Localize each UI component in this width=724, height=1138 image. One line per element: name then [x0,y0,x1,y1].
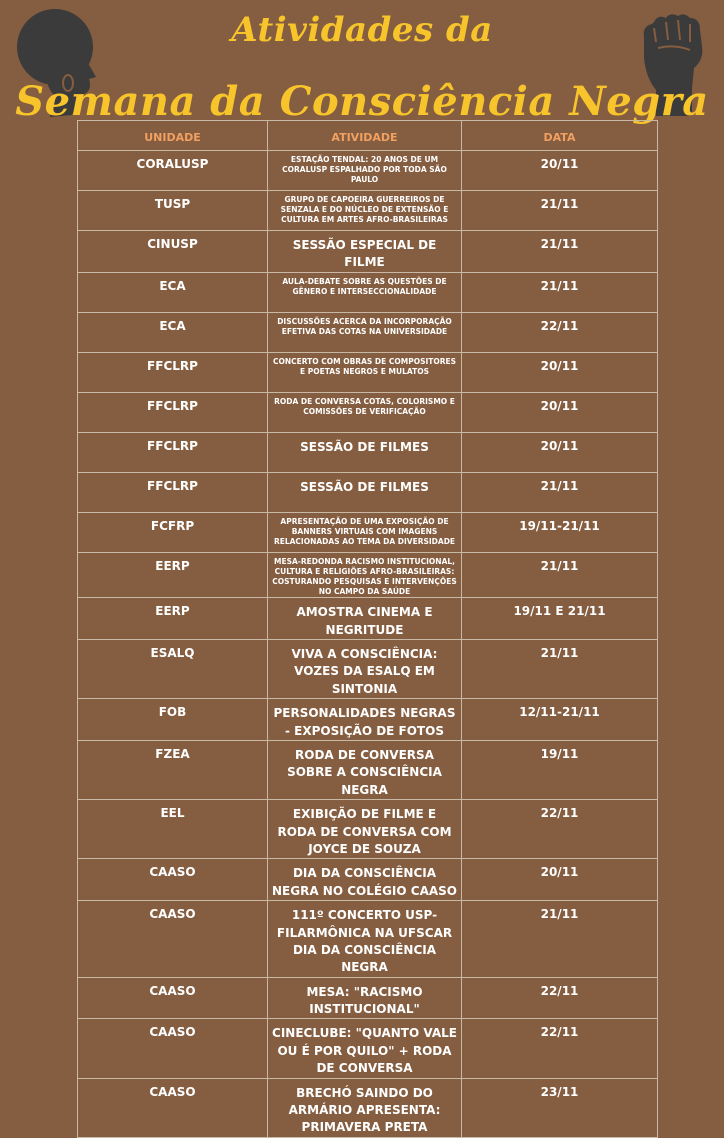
cell-data: 20/11 [462,151,658,191]
cell-atividade: SESSÃO DE FILMES [268,432,462,472]
cell-data: 21/11 [462,640,658,699]
cell-atividade: SESSÃO DE FILMES [268,472,462,512]
header-atividade: ATIVIDADE [268,121,462,151]
cell-data: 20/11 [462,352,658,392]
table-row [78,151,658,191]
cell-data: 21/11 [462,272,658,312]
cell-atividade: ESTAÇÃO TENDAL: 20 ANOS DE UM CORALUSP ESPALHADO POR TODA SÃO PAULO [268,151,462,191]
table-row [78,901,658,978]
cell-unidade: FFCLRP [78,472,268,512]
cell-unidade: ECA [78,272,268,312]
header-data: DATA [462,121,658,151]
cell-unidade: FFCLRP [78,352,268,392]
cell-atividade: RODA DE CONVERSA SOBRE A CONSCIÊNCIA NEGRA [268,741,462,800]
table-row [78,352,658,392]
activities-table [77,120,658,1138]
cell-atividade: GRUPO DE CAPOEIRA GUERREIROS DE SENZALA E DO NÚCLEO DE EXTENSÃO E CULTURA EM ARTES AFRO-BRASILEIRAS [268,191,462,231]
cell-atividade: CONCERTO COM OBRAS DE COMPOSITORES E POETAS NEGROS E MULATOS [268,352,462,392]
table-row [78,432,658,472]
table-row [78,640,658,699]
title-line-2: Semana da Consciência Negra [15,78,709,125]
cell-atividade: MESA-REDONDA RACISMO INSTITUCIONAL, CULTURA E RELIGIÕES AFRO-BRASILEIRAS: COSTURANDO PESQUISAS E INTERVENÇÕES NO CAMPO DA SAÚDE [268,552,462,598]
cell-unidade: TUSP [78,191,268,231]
cell-data: 22/11 [462,312,658,352]
title-line-1: Atividades da [231,10,493,50]
cell-atividade: 111º CONCERTO USP-FILARMÔNICA NA UFSCAR DIA DA CONSCIÊNCIA NEGRA [268,901,462,978]
cell-unidade: EEL [78,800,268,859]
cell-atividade: APRESENTAÇÃO DE UMA EXPOSIÇÃO DE BANNERS VIRTUAIS COM IMAGENS RELACIONADAS AO TEMA DA DIVERSIDADE [268,512,462,552]
header-unidade: UNIDADE [78,121,268,151]
cell-unidade: EERP [78,598,268,640]
table-row [78,741,658,800]
cell-atividade: MESA: "RACISMO INSTITUCIONAL" [268,977,462,1019]
table-row [78,598,658,640]
cell-data: 21/11 [462,191,658,231]
cell-data: 20/11 [462,432,658,472]
cell-data: 21/11 [462,472,658,512]
cell-unidade: FCFRP [78,512,268,552]
table-row [78,1078,658,1137]
cell-unidade: EERP [78,552,268,598]
cell-unidade: CAASO [78,1078,268,1137]
cell-unidade: CAASO [78,901,268,978]
cell-atividade: SESSÃO ESPECIAL DE FILME [268,231,462,273]
cell-data: 22/11 [462,800,658,859]
table-row [78,512,658,552]
cell-atividade: VIVA A CONSCIÊNCIA: VOZES DA ESALQ EM SINTONIA [268,640,462,699]
cell-data: 20/11 [462,859,658,901]
cell-atividade: DISCUSSÕES ACERCA DA INCORPORAÇÃO EFETIVA DAS COTAS NA UNIVERSIDADE [268,312,462,352]
cell-data: 21/11 [462,231,658,273]
table-row [78,272,658,312]
cell-atividade: RODA DE CONVERSA COTAS, COLORISMO E COMISSÕES DE VERIFICAÇÃO [268,392,462,432]
table-row [78,859,658,901]
cell-unidade: CAASO [78,859,268,901]
cell-unidade: FOB [78,699,268,741]
cell-data: 19/11 [462,741,658,800]
cell-atividade: CINECLUBE: "QUANTO VALE OU É POR QUILO" + RODA DE CONVERSA [268,1019,462,1078]
cell-unidade: CAASO [78,977,268,1019]
cell-atividade: EXIBIÇÃO DE FILME E RODA DE CONVERSA COM JOYCE DE SOUZA [268,800,462,859]
cell-data: 12/11-21/11 [462,699,658,741]
cell-unidade: ESALQ [78,640,268,699]
cell-unidade: ECA [78,312,268,352]
table-row [78,231,658,273]
cell-data: 21/11 [462,901,658,978]
table-row [78,472,658,512]
cell-unidade: FFCLRP [78,432,268,472]
cell-data: 19/11 E 21/11 [462,598,658,640]
cell-unidade: CORALUSP [78,151,268,191]
table-row [78,699,658,741]
cell-data: 19/11-21/11 [462,512,658,552]
cell-atividade: AMOSTRA CINEMA E NEGRITUDE [268,598,462,640]
cell-data: 22/11 [462,977,658,1019]
table-row [78,977,658,1019]
table-row [78,800,658,859]
cell-atividade: DIA DA CONSCIÊNCIA NEGRA NO COLÉGIO CAASO [268,859,462,901]
table-row [78,1019,658,1078]
cell-data: 23/11 [462,1078,658,1137]
cell-unidade: CINUSP [78,231,268,273]
cell-unidade: FZEA [78,741,268,800]
table-row [78,191,658,231]
cell-data: 21/11 [462,552,658,598]
table-row [78,552,658,598]
cell-data: 22/11 [462,1019,658,1078]
table-header-row [78,121,658,151]
cell-atividade: AULA-DEBATE SOBRE AS QUESTÕES DE GÊNERO E INTERSECCIONALIDADE [268,272,462,312]
cell-unidade: FFCLRP [78,392,268,432]
cell-atividade: PERSONALIDADES NEGRAS - EXPOSIÇÃO DE FOTOS [268,699,462,741]
cell-atividade: BRECHÓ SAINDO DO ARMÁRIO APRESENTA: PRIMAVERA PRETA [268,1078,462,1137]
table-row [78,392,658,432]
cell-data: 20/11 [462,392,658,432]
cell-unidade: CAASO [78,1019,268,1078]
table-row [78,312,658,352]
